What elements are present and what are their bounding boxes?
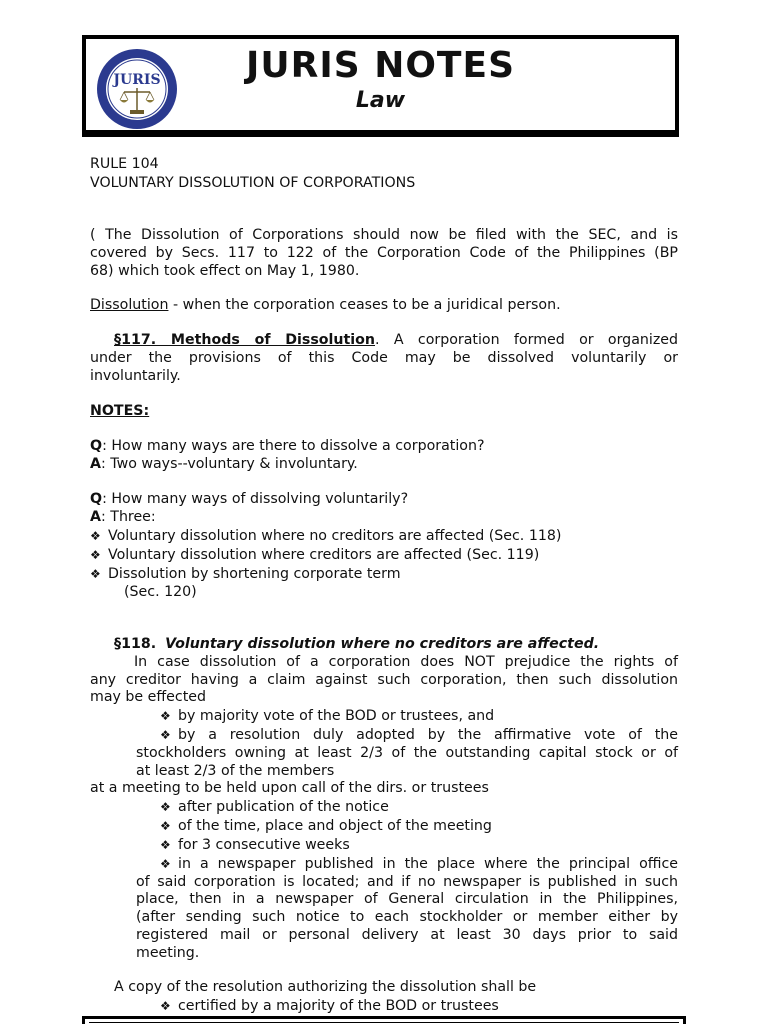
list-item	[90, 565, 678, 583]
sec117-heading: §117. Methods of Dissolution	[114, 332, 376, 348]
dissolution-term: Dissolution	[90, 297, 169, 313]
intro-line: 68) which took effect on May 1, 1980.	[90, 263, 360, 279]
list-item	[136, 855, 678, 873]
diamond-bullet-icon: ❖	[160, 800, 171, 814]
intro-line: ( The Dissolution of Corporations should now be filed with the SEC, and is	[90, 227, 678, 243]
sec118-para: any creditor having a claim against such corporation, then such dissolution	[90, 672, 678, 688]
sec118-number: §118.	[114, 636, 157, 652]
dissolution-definition	[90, 296, 678, 314]
list-item	[160, 707, 678, 725]
list-item-line: registered mail or personal delivery at least 30 days prior to said	[136, 927, 678, 943]
rule-title: VOLUNTARY DISSOLUTION OF CORPORATIONS	[90, 175, 416, 191]
page-header	[82, 35, 679, 137]
notes-label: NOTES:	[90, 403, 150, 419]
sec118-heading: Voluntary dissolution where no creditors are affected.	[165, 636, 600, 652]
sec118-para: may be effected	[90, 689, 206, 705]
diamond-bullet-icon: ❖	[160, 709, 171, 723]
qa-line	[90, 437, 678, 455]
qa-text: : Three:	[100, 509, 156, 525]
diamond-bullet-icon: ❖	[160, 999, 171, 1013]
list-item-line: of said corporation is located; and if no newspaper is published in such	[136, 874, 678, 890]
list-item	[160, 817, 678, 835]
list-item-line: place, then in a newspaper of General circulation in the Philippines,	[136, 891, 678, 907]
qa-label: Q	[90, 438, 103, 454]
list-item-text: after publication of the notice	[178, 799, 389, 815]
list-item-text: by a resolution duly adopted by the affirmative vote of the	[178, 727, 678, 743]
diamond-bullet-icon: ❖	[160, 728, 171, 742]
copy-line: A copy of the resolution authorizing the dissolution shall be	[114, 979, 537, 995]
list-item-line: stockholders owning at least 2/3 of the outstanding capital stock or of	[136, 745, 678, 761]
diamond-bullet-icon: ❖	[90, 548, 101, 562]
sec117-line: involuntarily.	[90, 368, 181, 384]
diamond-bullet-icon: ❖	[160, 838, 171, 852]
sec117-line: under the provisions of this Code may be dissolved voluntarily or	[90, 350, 678, 366]
list-item-text: for 3 consecutive weeks	[178, 837, 350, 853]
list-item-line: at least 2/3 of the members	[136, 763, 335, 779]
diamond-bullet-icon: ❖	[90, 567, 101, 581]
diamond-bullet-icon: ❖	[160, 857, 171, 871]
qa-line	[90, 490, 678, 508]
qa-text: : Two ways--voluntary & involuntary.	[100, 456, 358, 472]
sec118-heading-line	[114, 635, 678, 653]
list-item	[90, 546, 678, 564]
qa-label: A	[90, 456, 101, 472]
list-item-text: certified by a majority of the BOD or trustees	[178, 998, 499, 1014]
list-item-continuation: (Sec. 120)	[124, 584, 197, 600]
list-item-text: Voluntary dissolution where no creditors are affected (Sec. 118)	[108, 528, 562, 544]
list-item-text: of the time, place and object of the meeting	[178, 818, 492, 834]
footer-border	[82, 1016, 686, 1024]
header-title: JURIS NOTES	[245, 45, 515, 86]
sec117-heading-line	[90, 331, 678, 349]
list-item-text: Voluntary dissolution where creditors are affected (Sec. 119)	[108, 547, 540, 563]
header-subtitle: Law	[355, 88, 406, 113]
list-item-line: meeting.	[136, 945, 200, 961]
list-item-text: in a newspaper published in the place where the principal office	[178, 856, 678, 872]
svg-text:JURIS: JURIS	[113, 72, 161, 88]
rule-number: RULE 104	[90, 156, 159, 172]
list-item-line: (after sending such notice to each stockholder or member either by	[136, 909, 678, 925]
qa-text: : How many ways of dissolving voluntarily?	[102, 491, 409, 507]
qa-line	[90, 455, 678, 473]
dissolution-text: - when the corporation ceases to be a juridical person.	[168, 297, 561, 313]
diamond-bullet-icon: ❖	[90, 529, 101, 543]
list-item-text: Dissolution by shortening corporate term	[108, 566, 401, 582]
list-item-text: by majority vote of the BOD or trustees, and	[178, 708, 495, 724]
list-item	[136, 726, 678, 744]
intro-line: covered by Secs. 117 to 122 of the Corporation Code of the Philippines (BP	[90, 245, 678, 261]
sec117-text: . A corporation formed or organized	[375, 332, 678, 348]
qa-line	[90, 508, 678, 526]
list-item	[90, 527, 678, 545]
diamond-bullet-icon: ❖	[160, 819, 171, 833]
qa-label: A	[90, 509, 101, 525]
list-item	[160, 836, 678, 854]
qa-text: : How many ways are there to dissolve a corporation?	[102, 438, 485, 454]
meeting-line: at a meeting to be held upon call of the dirs. or trustees	[90, 780, 489, 796]
list-item	[160, 997, 678, 1015]
qa-label: Q	[90, 491, 103, 507]
list-item	[160, 798, 678, 816]
sec118-para: In case dissolution of a corporation does NOT prejudice the rights of	[134, 654, 678, 670]
